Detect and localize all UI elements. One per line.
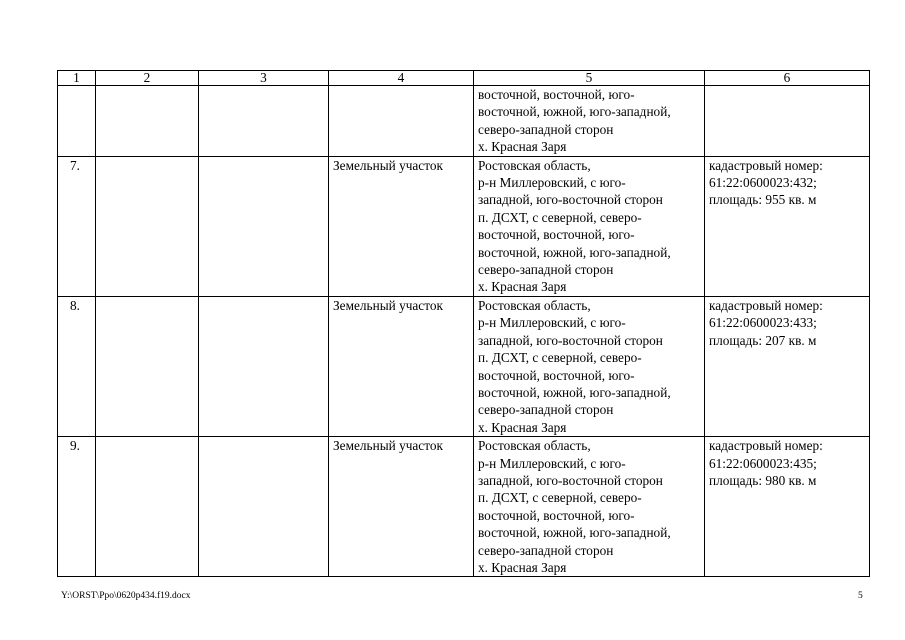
column-header-5: 5 <box>474 71 705 86</box>
row-number: 8. <box>58 296 96 436</box>
details-line: 61:22:0600023:435; <box>709 455 817 471</box>
row-number: 7. <box>58 156 96 296</box>
details-cell <box>705 437 870 577</box>
object-type: Земельный участок <box>329 437 474 577</box>
address-line: восточной, южной, юго-западной, <box>478 525 671 541</box>
table-row <box>58 156 870 296</box>
address-line: п. ДСХТ, с северной, северо- <box>478 490 642 506</box>
address-line: северо-западной сторон <box>478 262 614 278</box>
address-line: р-н Миллеровский, с юго- <box>478 455 626 471</box>
address-cell <box>474 296 705 436</box>
address-line: Ростовская область, <box>478 297 591 313</box>
column-header-6: 6 <box>705 71 870 86</box>
column-3-cell <box>199 156 329 296</box>
column-header-4: 4 <box>329 71 474 86</box>
address-line: п. ДСХТ, с северной, северо- <box>478 350 642 366</box>
address-cell <box>474 156 705 296</box>
column-header-3: 3 <box>199 71 329 86</box>
table-header <box>58 71 870 86</box>
address-line: северо-западной сторон <box>478 121 614 137</box>
footer-page-number: 5 <box>858 591 863 601</box>
address-line: восточной, восточной, юго- <box>478 507 635 523</box>
details-line: площадь: 980 кв. м <box>709 472 817 488</box>
column-2-cell <box>96 86 199 157</box>
column-3-cell <box>199 437 329 577</box>
column-2-cell <box>96 156 199 296</box>
address-line: восточной, восточной, юго- <box>478 87 635 102</box>
column-2-cell <box>96 296 199 436</box>
details-line: кадастровый номер: <box>709 438 823 454</box>
table-row <box>58 437 870 577</box>
details-cell <box>705 296 870 436</box>
details-cell <box>705 156 870 296</box>
address-line: западной, юго-восточной сторон <box>478 192 663 208</box>
column-3-cell <box>199 296 329 436</box>
column-header-2: 2 <box>96 71 199 86</box>
details-line: кадастровый номер: <box>709 157 823 173</box>
address-line: п. ДСХТ, с северной, северо- <box>478 209 642 225</box>
table-body <box>58 86 870 577</box>
table-row <box>58 86 870 157</box>
address-line: х. Красная Заря <box>478 559 567 575</box>
details-line: площадь: 955 кв. м <box>709 192 817 208</box>
address-line: западной, юго-восточной сторон <box>478 332 663 348</box>
details-line: кадастровый номер: <box>709 297 823 313</box>
property-table <box>57 70 870 577</box>
address-cell <box>474 86 705 157</box>
table-row <box>58 296 870 436</box>
address-line: р-н Миллеровский, с юго- <box>478 315 626 331</box>
footer-file-path: Y:\ORST\Ppo\0620p434.f19.docx <box>61 591 191 601</box>
address-line: восточной, восточной, юго- <box>478 227 635 243</box>
address-line: восточной, южной, юго-западной, <box>478 384 671 400</box>
address-line: Ростовская область, <box>478 157 591 173</box>
address-line: х. Красная Заря <box>478 139 567 155</box>
address-line: северо-западной сторон <box>478 402 614 418</box>
address-line: х. Красная Заря <box>478 279 567 295</box>
details-line: 61:22:0600023:433; <box>709 315 817 331</box>
address-line: х. Красная Заря <box>478 419 567 435</box>
object-type: Земельный участок <box>329 156 474 296</box>
header-row <box>58 71 870 86</box>
column-header-1: 1 <box>58 71 96 86</box>
column-2-cell <box>96 437 199 577</box>
address-line: Ростовская область, <box>478 438 591 454</box>
address-line: северо-западной сторон <box>478 542 614 558</box>
row-number <box>58 86 96 157</box>
object-type <box>329 86 474 157</box>
address-cell <box>474 437 705 577</box>
row-number: 9. <box>58 437 96 577</box>
address-line: восточной, восточной, юго- <box>478 367 635 383</box>
address-line: р-н Миллеровский, с юго- <box>478 175 626 191</box>
address-line: восточной, южной, юго-западной, <box>478 244 671 260</box>
address-line: восточной, южной, юго-западной, <box>478 104 671 120</box>
object-type: Земельный участок <box>329 296 474 436</box>
column-3-cell <box>199 86 329 157</box>
details-cell <box>705 86 870 157</box>
address-line: западной, юго-восточной сторон <box>478 472 663 488</box>
details-line: 61:22:0600023:432; <box>709 175 817 191</box>
details-line: площадь: 207 кв. м <box>709 332 817 348</box>
